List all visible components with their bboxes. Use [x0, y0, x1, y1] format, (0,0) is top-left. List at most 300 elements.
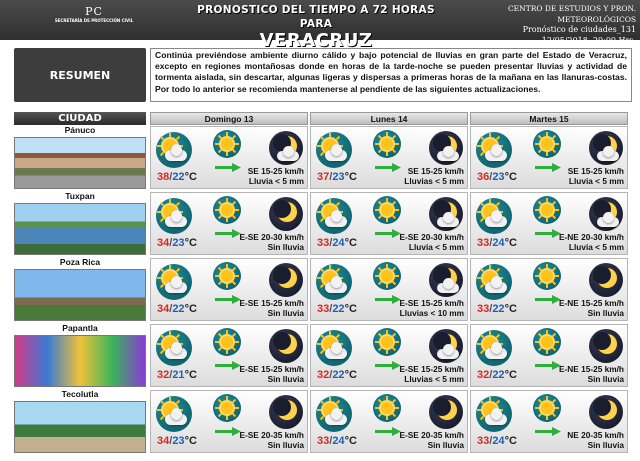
- min-temp: 24: [332, 435, 345, 447]
- moon-shadow: [593, 398, 611, 416]
- sun-ray: [226, 132, 228, 136]
- logo-org: SECRETARÍA DE PROTECCIÓN CIVIL: [54, 18, 134, 23]
- temp-separator: /: [329, 435, 333, 447]
- header-bar: [0, 0, 640, 51]
- partly-cloudy-icon: [316, 264, 352, 300]
- min-temp: 22: [332, 303, 345, 315]
- temp-unit: °C: [344, 237, 357, 249]
- cloud-puff: [171, 342, 182, 354]
- sun-ray: [215, 275, 219, 277]
- sun-ray: [218, 215, 222, 219]
- sun-icon: [221, 336, 233, 348]
- sun-ray: [552, 149, 556, 153]
- sun-ray: [215, 341, 219, 343]
- sun-ray: [232, 281, 236, 285]
- wind-speed: NE 20-35 km/h: [567, 430, 624, 440]
- sun-ray: [218, 399, 222, 403]
- cloud-puff: [331, 408, 342, 420]
- sunny-icon: [533, 394, 561, 422]
- moon-shadow: [273, 200, 291, 218]
- sun-ray: [395, 209, 399, 211]
- sun-ray: [317, 409, 321, 411]
- sun-ray: [392, 201, 396, 205]
- sun-ray: [496, 400, 500, 404]
- sun-ray: [329, 199, 331, 203]
- sun-ray: [392, 399, 396, 403]
- sun-ray: [480, 152, 484, 156]
- rain-amount: Lluvia < 5 mm: [248, 176, 304, 186]
- temp-unit: °C: [344, 369, 357, 381]
- sun-ray: [378, 267, 382, 271]
- wind-arrow-icon: [375, 355, 401, 364]
- temp-unit: °C: [504, 171, 517, 183]
- temperature: [477, 369, 517, 381]
- sun-ray: [386, 416, 388, 420]
- sun-ray: [232, 201, 236, 205]
- sun-ray: [386, 350, 388, 354]
- wind-arrow-icon: [535, 421, 561, 430]
- forecast-cell: [310, 192, 468, 255]
- sun-icon: [221, 204, 233, 216]
- day-header: Martes 15: [470, 112, 628, 125]
- sun-ray: [378, 135, 382, 139]
- sun-ray: [232, 399, 236, 403]
- max-temp: 33: [317, 435, 330, 447]
- sun-ray: [535, 275, 539, 277]
- city-name: Papantla: [62, 323, 98, 333]
- sun-ray: [218, 413, 222, 417]
- max-temp: 32: [157, 369, 170, 381]
- sun-ray: [546, 416, 548, 420]
- sun-ray: [226, 284, 228, 288]
- cloud-puff: [331, 210, 342, 222]
- sun-ray: [160, 334, 164, 338]
- wind-info: [368, 232, 464, 252]
- sun-icon: [541, 204, 553, 216]
- wind-arrow-icon: [375, 421, 401, 430]
- max-temp: 34: [157, 237, 170, 249]
- sun-ray: [546, 132, 548, 136]
- sun-icon: [541, 270, 553, 282]
- partly-cloudy-icon: [156, 132, 192, 168]
- sunny-icon: [213, 328, 241, 356]
- forecast-cell: [150, 258, 308, 321]
- min-temp: 24: [492, 237, 505, 249]
- moon-shadow: [433, 398, 451, 416]
- sun-ray: [546, 330, 548, 334]
- rain-amount: Lluvia < 5 mm: [568, 242, 624, 252]
- night-icon: [269, 329, 303, 363]
- sun-ray: [218, 281, 222, 285]
- sun-ray: [395, 275, 399, 277]
- sun-ray: [317, 343, 321, 345]
- sun-ray: [320, 202, 324, 206]
- rain-amount: Sin lluvia: [267, 308, 304, 318]
- partly-cloudy-icon: [476, 396, 512, 432]
- sun-ray: [226, 198, 228, 202]
- cloud-puff: [331, 276, 342, 288]
- sun-ray: [480, 334, 484, 338]
- sun-ray: [329, 133, 331, 137]
- temp-unit: °C: [504, 303, 517, 315]
- sun-ray: [538, 333, 542, 337]
- forecast-cell: [470, 258, 628, 321]
- sun-ray: [160, 136, 164, 140]
- wind-arrow-icon: [535, 289, 561, 298]
- night-icon: [589, 395, 623, 429]
- min-temp: 22: [492, 303, 505, 315]
- sun-ray: [386, 218, 388, 222]
- sun-ray: [546, 284, 548, 288]
- sun-ray: [546, 350, 548, 354]
- sun-ray: [546, 152, 548, 156]
- cloud-puff: [171, 210, 182, 222]
- cloud-puff: [491, 408, 502, 420]
- sun-ray: [232, 413, 236, 417]
- wind-speed: E-SE 20-30 km/h: [399, 232, 464, 242]
- sun-ray: [317, 145, 321, 147]
- sun-ray: [336, 400, 340, 404]
- wind-info: [528, 430, 624, 450]
- moon-shadow: [273, 398, 291, 416]
- forecast-cell: [470, 324, 628, 387]
- sun-ray: [386, 132, 388, 136]
- temp-separator: /: [169, 237, 173, 249]
- wind-arrow-icon: [215, 289, 241, 298]
- wind-speed: SE 15-25 km/h: [247, 166, 304, 176]
- sun-ray: [538, 149, 542, 153]
- sun-ray: [496, 202, 500, 206]
- sun-ray: [386, 330, 388, 334]
- sun-ray: [552, 399, 556, 403]
- sunny-icon: [533, 130, 561, 158]
- wind-arrow-icon: [375, 223, 401, 232]
- max-temp: 33: [317, 237, 330, 249]
- sun-ray: [317, 277, 321, 279]
- sun-ray: [232, 347, 236, 351]
- sun-ray: [386, 198, 388, 202]
- sun-ray: [480, 284, 484, 288]
- sun-ray: [395, 407, 399, 409]
- max-temp: 33: [477, 303, 490, 315]
- forecast-cell: [470, 126, 628, 189]
- sun-ray: [317, 211, 321, 213]
- night-icon: [589, 329, 623, 363]
- cloud-puff: [443, 212, 454, 223]
- sun-ray: [336, 268, 340, 272]
- sun-ray: [375, 275, 379, 277]
- cloud-puff: [171, 276, 182, 288]
- night-icon: [589, 263, 623, 297]
- wind-speed: E-SE 20-30 km/h: [239, 232, 304, 242]
- sun-ray: [226, 152, 228, 156]
- sun-ray: [375, 407, 379, 409]
- cloud-puff: [491, 144, 502, 156]
- night-icon: [269, 263, 303, 297]
- wind-info: [208, 364, 304, 384]
- rain-amount: Sin lluvia: [587, 440, 624, 450]
- rain-amount: Lluvia < 5 mm: [408, 242, 464, 252]
- sun-ray: [555, 407, 559, 409]
- wind-info: [368, 430, 464, 450]
- sun-ray: [477, 409, 481, 411]
- sun-ray: [392, 215, 396, 219]
- cloud-puff: [491, 276, 502, 288]
- night-icon: [429, 197, 463, 231]
- rain-amount: Sin lluvia: [267, 440, 304, 450]
- wind-info: [368, 298, 464, 318]
- sun-ray: [160, 416, 164, 420]
- forecast-cell: [470, 390, 628, 453]
- max-temp: 33: [477, 237, 490, 249]
- sun-ray: [160, 400, 164, 404]
- summary-label: RESUMEN: [14, 48, 146, 102]
- forecast-cell: [310, 390, 468, 453]
- page-title: [188, 3, 444, 51]
- sun-ray: [336, 334, 340, 338]
- summary-text: Continúa previéndose ambiente diurno cálido y bajo potencial de lluvias en gran parte del Estado de Veracruz, excepto en regiones montañosas donde en horas de la tarde-noche se pueden presentar lluvias y actividad de tormenta aislada, sin descartar, algunas ligeras y dispersas a primeras horas de la mañana en las llanuras-costas. Por todo lo anterior se recomienda mantenerse al pendiente de las siguientes actualizaciones.: [150, 48, 632, 102]
- cloud-puff: [491, 342, 502, 354]
- sun-icon: [381, 402, 393, 414]
- partly-cloudy-icon: [476, 198, 512, 234]
- sun-ray: [480, 350, 484, 354]
- temp-separator: /: [169, 303, 173, 315]
- max-temp: 32: [477, 369, 490, 381]
- sun-ray: [378, 149, 382, 153]
- sun-ray: [496, 268, 500, 272]
- sun-ray: [392, 149, 396, 153]
- moon-shadow: [273, 332, 291, 350]
- sun-ray: [235, 209, 239, 211]
- temperature: [157, 369, 197, 381]
- sun-ray: [378, 333, 382, 337]
- sun-ray: [555, 143, 559, 145]
- sunny-icon: [373, 328, 401, 356]
- partly-cloudy-icon: [316, 132, 352, 168]
- sun-ray: [226, 416, 228, 420]
- min-temp: 24: [492, 435, 505, 447]
- sun-ray: [386, 396, 388, 400]
- rain-amount: Sin lluvia: [587, 374, 624, 384]
- cloud-puff: [171, 144, 182, 156]
- city-name: Tecolutla: [61, 389, 99, 399]
- temp-separator: /: [489, 369, 493, 381]
- rain-amount: Sin lluvia: [267, 242, 304, 252]
- forecast-cell: [150, 390, 308, 453]
- sun-ray: [538, 347, 542, 351]
- wind-speed: E-SE 15-25 km/h: [399, 364, 464, 374]
- forecast-cell: [310, 324, 468, 387]
- sunny-icon: [213, 130, 241, 158]
- max-temp: 33: [477, 435, 490, 447]
- max-temp: 34: [157, 435, 170, 447]
- sun-ray: [555, 341, 559, 343]
- mural-photo: [14, 335, 146, 387]
- sun-icon: [381, 270, 393, 282]
- night-icon: [429, 131, 463, 165]
- forecast-cell: [310, 258, 468, 321]
- sun-ray: [538, 413, 542, 417]
- sun-icon: [381, 336, 393, 348]
- min-temp: 23: [492, 171, 505, 183]
- wind-arrow-icon: [215, 355, 241, 364]
- sun-ray: [555, 275, 559, 277]
- wind-arrow-icon: [535, 355, 561, 364]
- wind-info: [208, 430, 304, 450]
- sun-ray: [535, 143, 539, 145]
- sun-ray: [320, 268, 324, 272]
- sun-ray: [226, 264, 228, 268]
- sun-ray: [226, 218, 228, 222]
- sun-ray: [169, 133, 171, 137]
- partly-cloudy-icon: [476, 264, 512, 300]
- partly-cloudy-icon: [156, 330, 192, 366]
- sun-ray: [538, 281, 542, 285]
- sun-ray: [235, 275, 239, 277]
- min-temp: 23: [332, 171, 345, 183]
- min-temp: 24: [332, 237, 345, 249]
- night-icon: [429, 329, 463, 363]
- min-temp: 23: [172, 435, 185, 447]
- night-icon: [269, 197, 303, 231]
- max-temp: 33: [317, 303, 330, 315]
- sun-ray: [375, 143, 379, 145]
- min-temp: 22: [172, 171, 185, 183]
- city-name: Pánuco: [64, 125, 96, 135]
- sun-ray: [535, 407, 539, 409]
- sun-ray: [378, 201, 382, 205]
- night-icon: [589, 131, 623, 165]
- sun-ray: [538, 135, 542, 139]
- sun-ray: [329, 397, 331, 401]
- temperature: [317, 369, 357, 381]
- sun-ray: [157, 211, 161, 213]
- sun-ray: [226, 396, 228, 400]
- temp-unit: °C: [344, 171, 357, 183]
- rain-amount: Sin lluvia: [267, 374, 304, 384]
- night-icon: [429, 263, 463, 297]
- sun-ray: [215, 407, 219, 409]
- sun-ray: [546, 218, 548, 222]
- sun-ray: [378, 399, 382, 403]
- wind-speed: E-SE 15-25 km/h: [239, 298, 304, 308]
- sun-ray: [157, 277, 161, 279]
- sun-ray: [218, 333, 222, 337]
- sun-ray: [386, 264, 388, 268]
- temperature: [477, 171, 517, 183]
- min-temp: 23: [172, 237, 185, 249]
- sun-ray: [235, 407, 239, 409]
- forecast-cell: [150, 192, 308, 255]
- title-line1: PRONOSTICO DEL TIEMPO A 72 HORAS PARA: [197, 4, 435, 30]
- sun-ray: [169, 331, 171, 335]
- wind-arrow-icon: [535, 223, 561, 232]
- sun-ray: [546, 264, 548, 268]
- sun-ray: [169, 199, 171, 203]
- wind-info: [208, 166, 304, 186]
- sun-ray: [480, 202, 484, 206]
- sun-ray: [176, 268, 180, 272]
- temp-unit: °C: [344, 303, 357, 315]
- temperature: [477, 303, 517, 315]
- sun-ray: [546, 396, 548, 400]
- sun-icon: [541, 138, 553, 150]
- temp-separator: /: [329, 303, 333, 315]
- partly-cloudy-icon: [316, 330, 352, 366]
- sun-ray: [226, 330, 228, 334]
- sun-ray: [218, 201, 222, 205]
- sun-ray: [477, 277, 481, 279]
- wind-arrow-icon: [215, 157, 241, 166]
- min-temp: 21: [172, 369, 185, 381]
- temp-separator: /: [489, 237, 493, 249]
- wind-arrow-icon: [215, 223, 241, 232]
- temperature: [157, 237, 197, 249]
- wind-info: [208, 298, 304, 318]
- sun-ray: [235, 143, 239, 145]
- wind-speed: E-SE 15-25 km/h: [239, 364, 304, 374]
- rain-amount: Lluvias < 5 mm: [404, 176, 464, 186]
- sun-ray: [232, 149, 236, 153]
- temp-unit: °C: [504, 435, 517, 447]
- sun-ray: [552, 215, 556, 219]
- sun-ray: [320, 152, 324, 156]
- max-temp: 37: [317, 171, 330, 183]
- sun-ray: [336, 202, 340, 206]
- sun-ray: [477, 343, 481, 345]
- sun-ray: [480, 416, 484, 420]
- sun-ray: [395, 341, 399, 343]
- wind-speed: E-SE 15-25 km/h: [399, 298, 464, 308]
- forecast-cell: [470, 192, 628, 255]
- temperature: [317, 303, 357, 315]
- night-icon: [269, 395, 303, 429]
- sun-ray: [552, 281, 556, 285]
- sun-ray: [232, 215, 236, 219]
- sun-ray: [535, 341, 539, 343]
- sun-ray: [392, 267, 396, 271]
- wind-speed: E-NE 15-25 km/h: [558, 298, 624, 308]
- sun-ray: [552, 413, 556, 417]
- wind-arrow-icon: [375, 157, 401, 166]
- sun-ray: [555, 209, 559, 211]
- max-temp: 36: [477, 171, 490, 183]
- header-info: [450, 4, 636, 46]
- sun-ray: [496, 136, 500, 140]
- sun-ray: [546, 198, 548, 202]
- sun-ray: [320, 136, 324, 140]
- cloud-puff: [331, 342, 342, 354]
- partly-cloudy-icon: [316, 396, 352, 432]
- sun-ray: [375, 341, 379, 343]
- sun-ray: [320, 350, 324, 354]
- issue-datetime: 12/05/2018, 20:00 Hrs.: [541, 35, 636, 45]
- temperature: [317, 435, 357, 447]
- sunny-icon: [373, 394, 401, 422]
- sun-ray: [378, 347, 382, 351]
- sunny-icon: [373, 262, 401, 290]
- sun-ray: [160, 268, 164, 272]
- sun-ray: [496, 334, 500, 338]
- city-name: Poza Rica: [59, 257, 101, 267]
- night-icon: [589, 197, 623, 231]
- cloud-puff: [603, 146, 614, 157]
- sunny-icon: [213, 196, 241, 224]
- cloud-puff: [443, 146, 454, 157]
- partly-cloudy-icon: [316, 198, 352, 234]
- logo-abbr: PC: [85, 5, 103, 18]
- sun-ray: [218, 149, 222, 153]
